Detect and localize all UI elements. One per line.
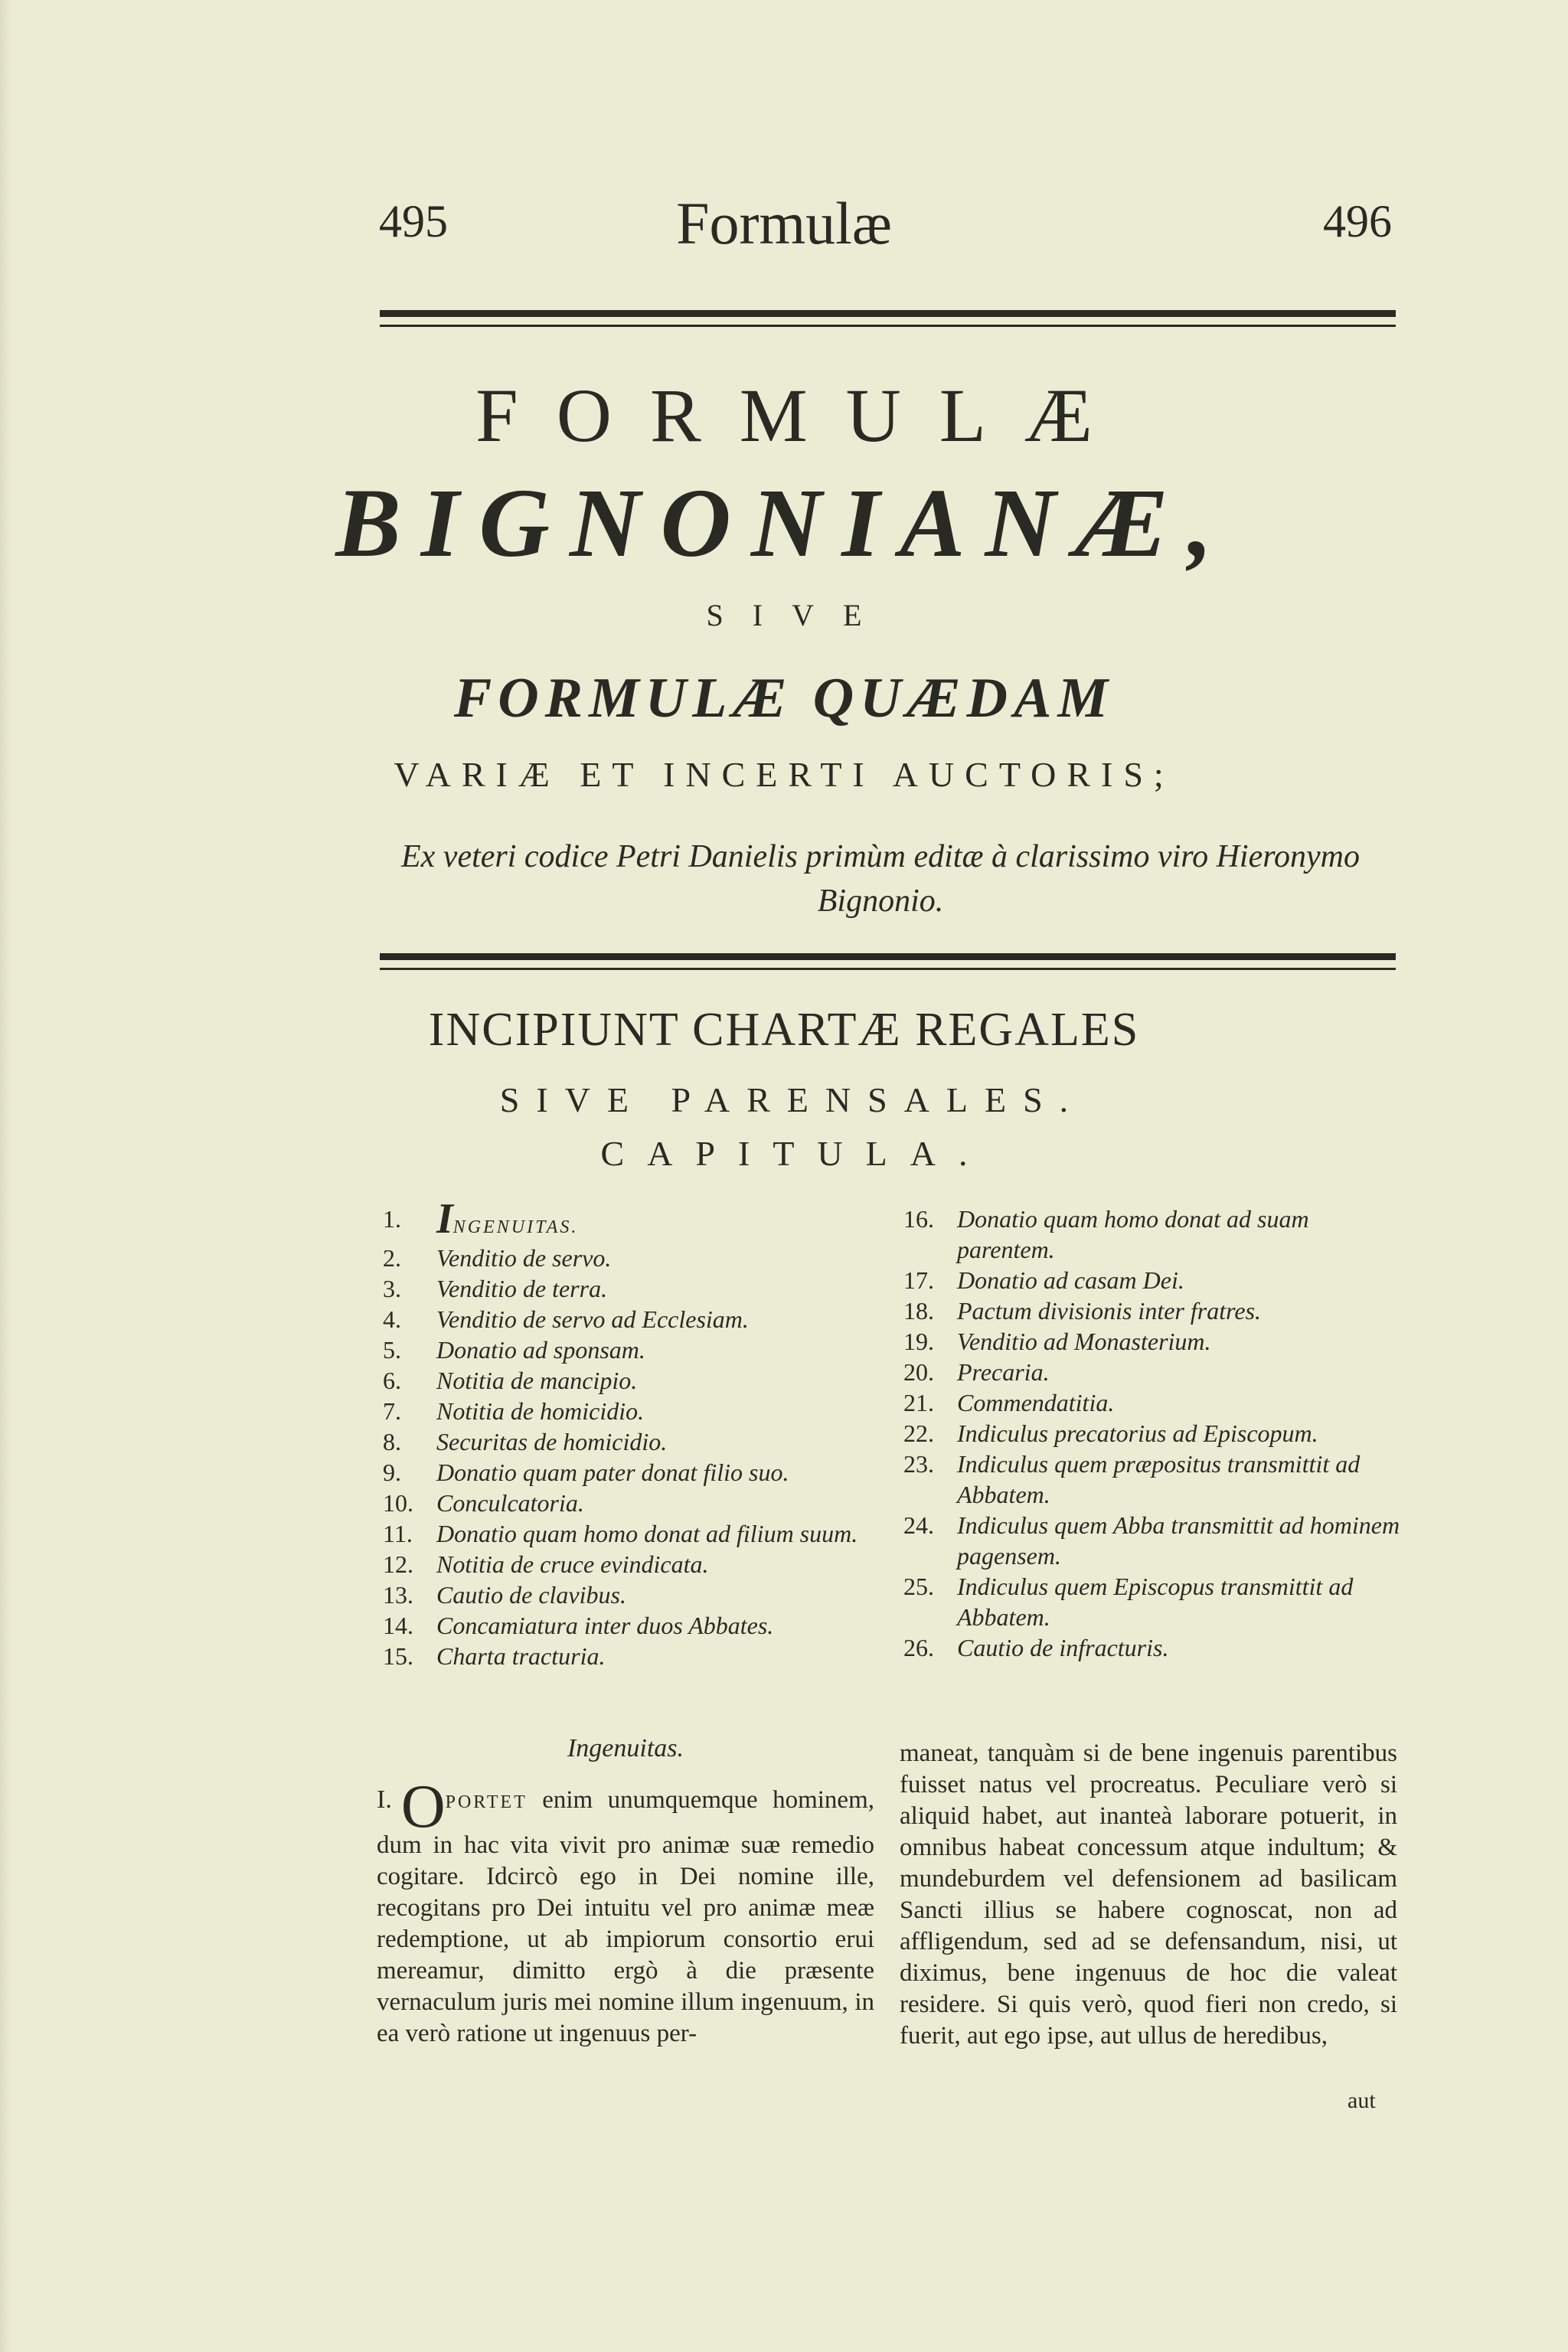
toc-item <box>383 1365 873 1396</box>
title-line-5: VARIÆ ET INCERTI AUCTORIS; <box>394 755 1174 794</box>
body-section-title: Ingenuitas. <box>567 1734 684 1762</box>
toc-item <box>383 1334 873 1365</box>
toc-item <box>903 1326 1409 1357</box>
top-double-rule <box>380 310 1396 327</box>
toc-text: Notitia de cruce evindicata. <box>436 1550 709 1578</box>
toc-text: Indiculus quem præpositus transmittit ad Abbatem. <box>957 1450 1361 1508</box>
toc-item <box>383 1549 873 1579</box>
toc-text: NGENUITAS. <box>452 1217 579 1237</box>
toc-number: 19. <box>903 1328 934 1355</box>
toc-number: 9. <box>383 1459 401 1486</box>
toc-number: 7. <box>383 1397 401 1425</box>
toc-number: 22. <box>903 1419 934 1447</box>
running-title: Formulæ <box>676 190 892 256</box>
toc-text: Indiculus precatorius ad Episcopum. <box>957 1419 1318 1447</box>
toc-item <box>383 1195 873 1243</box>
toc-text: Donatio quam pater donat filio suo. <box>436 1459 789 1486</box>
body-paragraph <box>377 1773 874 2050</box>
section-capitula: CAPITULA. <box>600 1134 991 1173</box>
toc-number: 12. <box>383 1550 413 1578</box>
page-number-left: 495 <box>379 196 448 247</box>
toc-number: 23. <box>903 1450 934 1478</box>
toc-item <box>903 1510 1409 1571</box>
body-left-column <box>377 1773 874 2050</box>
section-subtitle: SIVE PARENSALES. <box>499 1080 1086 1119</box>
title-line-1: FORMULÆ <box>475 373 1131 458</box>
toc-number: 10. <box>383 1489 413 1517</box>
toc-text: Conculcatoria. <box>436 1489 584 1517</box>
toc-number: 6. <box>383 1367 401 1394</box>
toc-left-column <box>383 1195 873 1671</box>
toc-text: Indiculus quem Abba transmittit ad hominem pagensem. <box>957 1511 1400 1570</box>
left-column-text: enim unumquemque hominem, dum in hac vita vivit pro animæ suæ remedio cogitare. Idcircò ego in Dei nomine ille, recogitans pro Dei intuitu vel pro animæ meæ redemptione, ut ab impiorum consortio erui mereamur, dimitto ergò à die præsente vernaculum juris mei nomine illum ingenuum, in ea verò ratione ut ingenuus per- <box>377 1786 874 2047</box>
toc-number: 14. <box>383 1612 413 1639</box>
first-word: PORTET <box>445 1792 528 1812</box>
paragraph-number: I. <box>377 1785 392 1814</box>
toc-item <box>383 1641 873 1671</box>
toc-number: 8. <box>383 1428 401 1455</box>
title-line-3: SIVE <box>706 598 891 632</box>
toc-item <box>903 1632 1409 1663</box>
toc-number: 21. <box>903 1389 934 1416</box>
toc-number: 17. <box>903 1266 934 1294</box>
toc-item <box>383 1457 873 1488</box>
toc-number: 25. <box>903 1573 934 1600</box>
toc-text: Securitas de homicidio. <box>436 1428 668 1455</box>
right-column-text: maneat, tanquàm si de bene ingenuis parentibus fuisset natus vel procreatus. Peculiare verò si aliquid habet, aut inanteà laborare potuerit, in omnibus habeat concessum atque indultum; & mundeburdem vel defensionem ad basilicam Sancti illius se habere cognoscat, non ad affligendum, sed ad se defensandum, nisi, ut diximus, bene ingenuus de hoc die valeat residere. Si quis verò, quod fieri non credo, si fuerit, aut ego ipse, aut ullus de heredibus, <box>900 1740 1397 2050</box>
toc-item <box>903 1449 1409 1510</box>
toc-item <box>383 1518 873 1549</box>
toc-number: 5. <box>383 1336 401 1364</box>
toc-number: 16. <box>903 1205 934 1233</box>
page-edge <box>0 0 11 2352</box>
toc-item <box>383 1396 873 1426</box>
toc-item <box>383 1426 873 1457</box>
title-line-6: Ex veteri codice Petri Danielis primùm editæ à clarissimo viro Hieronymo Bignonio. <box>401 839 1360 919</box>
title-line-2: BIGNONIANÆ, <box>335 469 1233 577</box>
toc-item <box>383 1304 873 1334</box>
toc-item <box>383 1579 873 1610</box>
toc-text: Notitia de homicidio. <box>436 1397 645 1425</box>
toc-number: 3. <box>383 1275 401 1302</box>
toc-text: Notitia de mancipio. <box>436 1367 638 1394</box>
toc-number: 20. <box>903 1358 934 1386</box>
toc-right-column <box>903 1204 1409 1663</box>
toc-item <box>903 1295 1409 1326</box>
toc-text: Concamiatura inter duos Abbates. <box>436 1612 774 1639</box>
toc-number: 15. <box>383 1642 413 1670</box>
toc-number: 18. <box>903 1297 934 1325</box>
toc-number: 24. <box>903 1511 934 1539</box>
toc-text: Donatio quam homo donat ad suam parentem. <box>957 1205 1309 1263</box>
title-line-4: FORMULÆ QUÆDAM <box>453 667 1115 730</box>
toc-number: 13. <box>383 1581 413 1609</box>
middle-double-rule <box>380 953 1396 970</box>
toc-text: Venditio de servo. <box>436 1244 612 1272</box>
toc-item <box>383 1243 873 1273</box>
toc-text: Cautio de clavibus. <box>436 1581 626 1609</box>
toc-text: Venditio ad Monasterium. <box>957 1328 1211 1355</box>
toc-item <box>903 1204 1409 1265</box>
toc-text: Donatio quam homo donat ad filium suum. <box>436 1520 858 1547</box>
toc-number: 26. <box>903 1634 934 1661</box>
toc-initial: I <box>436 1195 453 1243</box>
toc-item <box>903 1387 1409 1418</box>
toc-text: Indiculus quem Episcopus transmittit ad Abbatem. <box>957 1573 1354 1631</box>
toc-number: 11. <box>383 1520 413 1547</box>
toc-text: Donatio ad casam Dei. <box>957 1266 1184 1294</box>
drop-cap: O <box>400 1773 446 1841</box>
toc-item <box>903 1265 1409 1295</box>
section-title: INCIPIUNT CHARTÆ REGALES <box>428 1004 1140 1056</box>
toc-item <box>383 1610 873 1641</box>
toc-item <box>383 1273 873 1304</box>
body-right-column <box>900 1738 1397 2052</box>
toc-text: Charta tracturia. <box>436 1642 606 1670</box>
toc-text: Precaria. <box>957 1358 1050 1386</box>
toc-text: Cautio de infracturis. <box>957 1634 1169 1661</box>
toc-text: Donatio ad sponsam. <box>436 1336 645 1364</box>
page-number-right: 496 <box>1323 196 1392 247</box>
toc-number: 1. <box>383 1205 401 1233</box>
toc-number: 2. <box>383 1244 401 1272</box>
toc-item <box>903 1357 1409 1387</box>
toc-item <box>903 1418 1409 1449</box>
toc-item <box>383 1488 873 1518</box>
toc-text: Venditio de terra. <box>436 1275 608 1302</box>
catchword: aut <box>1348 2088 1376 2113</box>
toc-number: 4. <box>383 1305 401 1333</box>
toc-item <box>903 1571 1409 1632</box>
toc-text: Commendatitia. <box>957 1389 1115 1416</box>
running-head <box>0 190 1568 264</box>
toc-text: Pactum divisionis inter fratres. <box>957 1297 1262 1325</box>
toc-text: Venditio de servo ad Ecclesiam. <box>436 1305 749 1333</box>
